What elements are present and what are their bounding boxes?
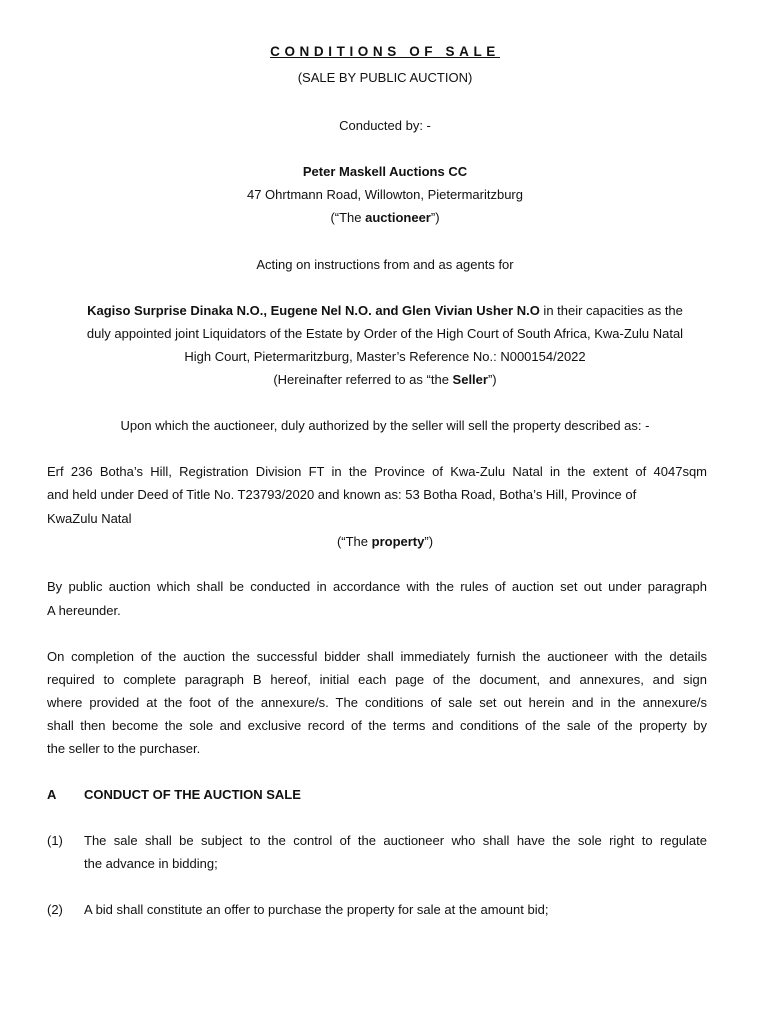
item-2-line-1: A bid shall constitute an offer to purchase the property for sale at the amount bid; xyxy=(84,902,549,917)
section-a-letter: A xyxy=(47,787,57,802)
property-line-1: Erf 236 Botha’s Hill, Registration Division FT in the Province of Kwa-Zulu Natal in the extent of 4047sqm xyxy=(47,464,707,479)
auctioneer-name: Peter Maskell Auctions CC xyxy=(302,164,468,179)
upon-statement: Upon which the auctioneer, duly authorized by the seller will sell the property described as: - xyxy=(120,418,650,433)
item-1-number: (1) xyxy=(47,833,63,848)
seller-label: (Hereinafter referred to as “the Seller”) xyxy=(273,372,497,387)
completion-line-4: shall then become the sole and exclusive record of the terms and conditions of the sale of the property by xyxy=(47,718,707,733)
public-auction-line-1: By public auction which shall be conducted in accordance with the rules of auction set out under paragraph xyxy=(47,579,707,594)
item-1-line-1: The sale shall be subject to the control of the auctioneer who shall have the sole right to regulate xyxy=(84,833,707,848)
conducted-by: Conducted by: - xyxy=(339,118,431,133)
section-a-heading: CONDUCT OF THE AUCTION SALE xyxy=(84,787,301,802)
auctioneer-label: (“The auctioneer”) xyxy=(330,210,440,225)
public-auction-line-2: A hereunder. xyxy=(47,603,121,618)
property-line-2: and held under Deed of Title No. T23793/2020 and known as: 53 Botha Road, Botha’s Hill, Province of xyxy=(47,487,637,502)
completion-line-5: the seller to the purchaser. xyxy=(47,741,201,756)
item-2-number: (2) xyxy=(47,902,63,917)
completion-line-3: where provided at the foot of the annexure/s. The conditions of sale set out herein and in the annexure/s xyxy=(47,695,707,710)
acting-statement: Acting on instructions from and as agents for xyxy=(256,257,514,272)
auctioneer-address: 47 Ohrtmann Road, Willowton, Pietermaritzburg xyxy=(246,187,523,202)
property-label: (“The property”) xyxy=(336,534,434,549)
completion-line-2: required to complete paragraph B hereof, initial each page of the document, and annexures, and sign xyxy=(47,672,707,687)
property-line-3: KwaZulu Natal xyxy=(47,511,132,526)
document-subtitle: (SALE BY PUBLIC AUCTION) xyxy=(297,70,473,85)
item-1-line-2: the advance in bidding; xyxy=(84,856,218,871)
completion-line-1: On completion of the auction the successful bidder shall immediately furnish the auctioneer with the details xyxy=(47,649,707,664)
seller-line-2: duly appointed joint Liquidators of the Estate by Order of the High Court of South Africa, Kwa-Zulu Natal xyxy=(86,326,684,341)
seller-line-1: Kagiso Surprise Dinaka N.O., Eugene Nel N.O. and Glen Vivian Usher N.O in their capacities as the xyxy=(87,303,683,318)
seller-line-3: High Court, Pietermaritzburg, Master’s Reference No.: N000154/2022 xyxy=(184,349,586,364)
document-title: CONDITIONS OF SALE xyxy=(270,44,500,59)
